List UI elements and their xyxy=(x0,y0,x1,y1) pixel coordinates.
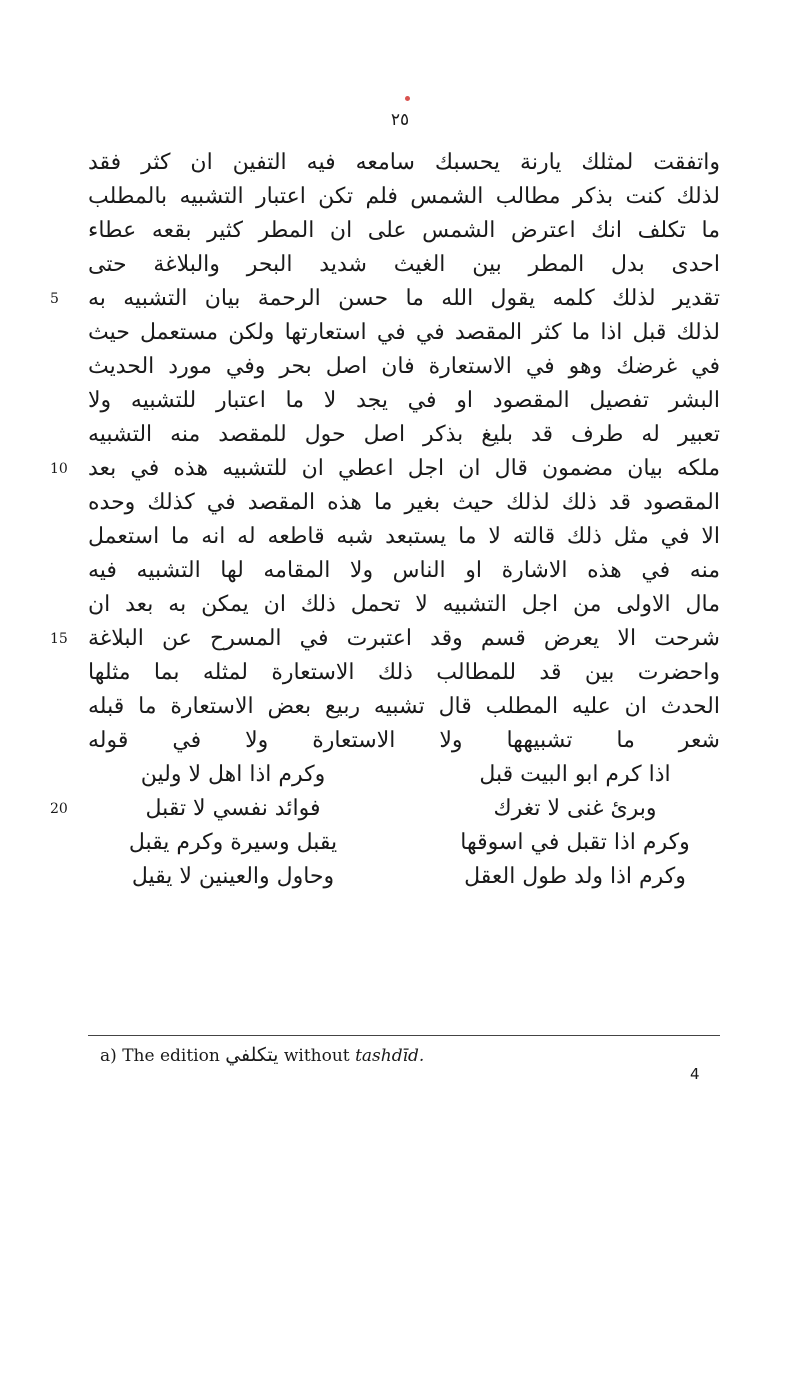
text-line: تقدير لذلك كلمه يقول الله ما حسن الرحمة بيان التشبيه به xyxy=(88,286,720,311)
footnote-italic-word: tashdīd. xyxy=(355,1046,425,1066)
margin-line-number: 20 xyxy=(50,801,68,817)
footnote-divider xyxy=(88,1035,720,1036)
text-line: البشر تفصيل المقصود او في يجد لا ما اعتبار للتشبيه ولا xyxy=(88,388,720,413)
text-line: الا في مثل ذلك قالته لا ما يستبعد شبه قاطعه له انه ما استعمل xyxy=(88,524,720,549)
verse-hemistich-left: فوائد نفسي لا تقبل xyxy=(145,796,321,821)
text-line: مال الاولى من اجل التشبيه لا تحمل ذلك ان يمكن به بعد ان xyxy=(88,592,720,617)
footnote xyxy=(100,1042,700,1069)
margin-line-number: 10 xyxy=(50,461,68,477)
red-ink-dot xyxy=(405,96,410,101)
footnote-label: a) xyxy=(100,1046,117,1066)
text-line: واحضرت بين قد للمطالب ذلك الاستعارة لمثله بما مثلها xyxy=(88,660,720,685)
verse-line xyxy=(88,828,720,858)
text-line: ملكه بيان مضمون قال ان اجل اعطي ان للتشبيه هذه في بعد xyxy=(88,456,720,481)
text-line: لذلك قبل اذا ما كثر المقصد في في استعارتها ولكن مستعمل حيث xyxy=(88,320,720,345)
text-line: تعبير له طرف قد بليغ بذكر اصل حول للمقصد منه التشبيه xyxy=(88,422,720,447)
verse-hemistich-right: وكرم اذا ولد طول العقل xyxy=(464,864,686,889)
page-number: ٢٥ xyxy=(390,110,410,130)
footnote-text: without xyxy=(283,1046,350,1066)
verse-hemistich-right: اذا كرم ابو البيت قبل xyxy=(479,762,671,787)
text-line: لذلك كنت بذكر مطالب الشمس فلم تكن اعتبار التشبيه بالمطلب xyxy=(88,184,720,209)
verse-line xyxy=(88,862,720,892)
text-line: المقصود قد ذلك لذلك حيث بغير ما هذه المقصد في كذلك وحده xyxy=(88,490,720,515)
margin-line-number: 15 xyxy=(50,631,68,647)
text-line: شعر ما تشبيهها ولا الاستعارة ولا في قوله xyxy=(88,728,720,753)
verse-hemistich-right: وبرئ غنى لا تغرك xyxy=(493,796,657,821)
margin-line-number: 5 xyxy=(50,291,59,307)
verse-hemistich-left: وحاول والعينين لا يقيل xyxy=(131,864,335,889)
verse-line xyxy=(88,794,720,824)
text-line: الحدث ان عليه المطلب قال تشبيه ربيع بعض الاستعارة ما قبله xyxy=(88,694,720,719)
signature-mark: 4 xyxy=(690,1065,700,1083)
text-line: في غرضك وهو في الاستعارة فان اصل بحر وفي مورد الحديث xyxy=(88,354,720,379)
verse-line xyxy=(88,760,720,790)
text-line: احدى بدل المطر بين الغيث شدید البحر والبلاغة حتى xyxy=(88,252,720,277)
verse-hemistich-right: وكرم اذا تقبل في اسوقها xyxy=(460,830,690,855)
text-line: منه في هذه الاشارة او الناس ولا المقامه لها التشبيه فيه xyxy=(88,558,720,583)
text-line: شرحت الا يعرض قسم وقد اعتبرت في المسرح عن البلاغة xyxy=(88,626,720,651)
footnote-arabic-word: يتكلفي xyxy=(225,1044,279,1066)
verse-hemistich-left: وكرم اذا اهل لا ولين xyxy=(140,762,326,787)
text-line: ما تكلف انك اعترض الشمس على ان المطر كثير بقعه عطاء xyxy=(88,218,720,243)
verse-hemistich-left: يقبل وسيرة وكرم يقبل xyxy=(128,830,338,855)
text-line: واتفقت لمثلك يارنة يحسبك سامعه فيه التفين ان كثر فقد xyxy=(88,150,720,175)
footnote-text: The edition xyxy=(122,1046,220,1066)
